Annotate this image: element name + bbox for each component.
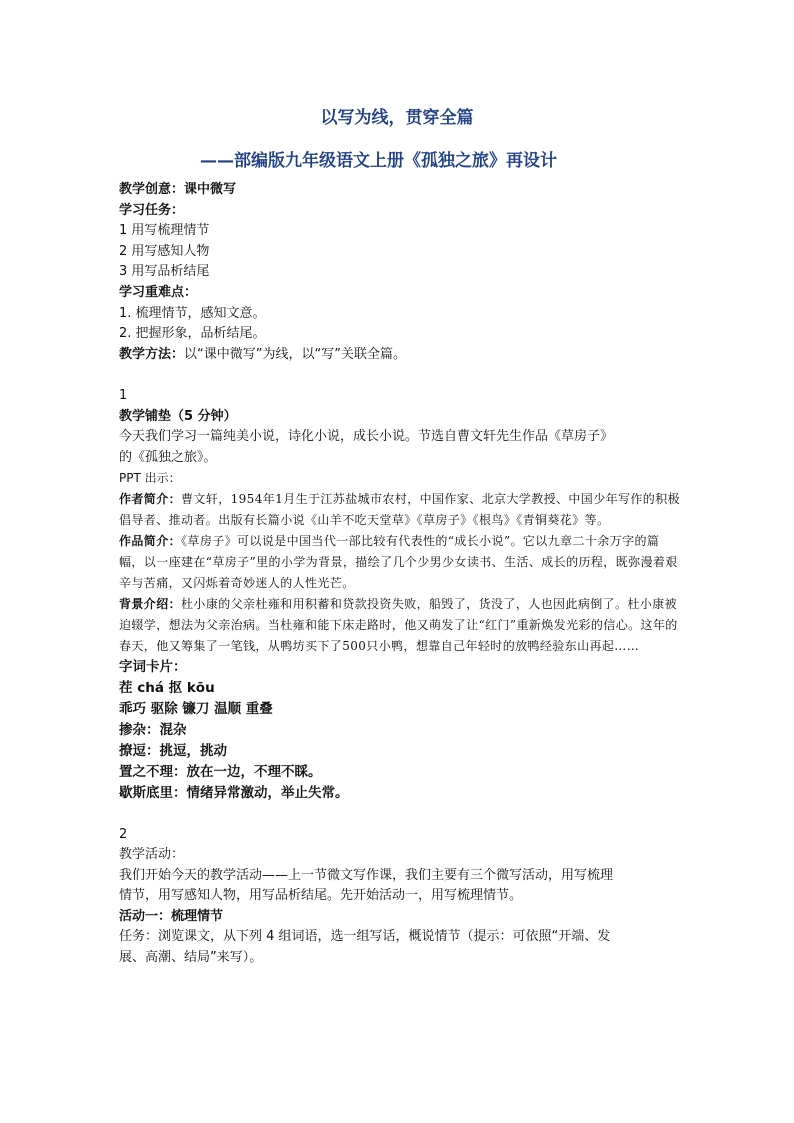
spacer <box>119 365 681 386</box>
task-item: 1 用写梳理情节 <box>119 223 210 239</box>
activity-heading: 教学活动： <box>119 847 185 863</box>
tasks-heading: 学习任务： <box>119 202 185 218</box>
task-item: 3 用写品析结尾 <box>119 264 210 280</box>
background-text: 杜小康的父亲杜雍和用积蓄和贷款投资失败，船毁了，货没了，人也因此病倒了。杜小康被迫辍学，想法为父亲治病。当杜雍和能下床走路时，他又萌发了让“红门”重新焕发光彩的信心。这年的春天，他又筹集了一笔钱，从鸭坊买下了500只小鸭，想靠自己年轻时的放鸭经验东山再起…… <box>119 596 678 653</box>
vocab-card: 茬 chá 抠 kōu <box>119 679 215 696</box>
task-text: 任务：浏览课文，从下列 4 组词语，选一组写话，概说情节（提示：可依照“开端、发 <box>119 929 611 945</box>
background-intro <box>119 594 681 657</box>
vocab-card: 撩逗：挑逗，挑动 <box>119 742 227 759</box>
document-title: 以写为线，贯穿全篇 <box>320 108 474 128</box>
document-body <box>119 180 681 969</box>
author-label: 作者简介： <box>119 491 182 506</box>
cards-heading: 字词卡片： <box>119 658 187 675</box>
vocab-card: 乖巧 驱除 镰刀 温顺 重叠 <box>119 700 273 717</box>
section-heading: 教学铺垫（5 分钟） <box>119 408 237 424</box>
task-text: 展、高潮、结局”来写）。 <box>119 950 263 966</box>
intro-line: 今天我们学习一篇纯美小说，诗化小说，成长小说。节选自曹文轩先生作品《草房子》 <box>119 429 614 445</box>
section-number: 2 <box>119 826 128 842</box>
activity-text: 情节，用写感知人物，用写品析结尾。先开始活动一，用写梳理情节。 <box>119 888 523 904</box>
method-text: 以“课中微写”为线，以“写”关联全篇。 <box>184 346 406 362</box>
ppt-label: PPT 出示： <box>119 471 181 486</box>
activity1-heading: 活动一：梳理情节 <box>119 908 224 924</box>
background-label: 背景介绍： <box>119 596 182 611</box>
author-intro <box>119 489 681 531</box>
vocab-card: 掺杂：混杂 <box>119 721 187 738</box>
spacer <box>119 804 681 825</box>
section-number: 1 <box>119 387 128 403</box>
work-intro <box>119 531 681 594</box>
intro-line: 的《孤独之旅》。 <box>119 449 217 465</box>
keypoint-item: 1. 梳理情节，感知文意。 <box>119 305 266 321</box>
keypoints-heading: 学习重难点： <box>119 284 198 300</box>
task-item: 2 用写感知人物 <box>119 243 210 259</box>
activity-text: 我们开始今天的教学活动——上一节微文写作课，我们主要有三个微写活动，用写梳理 <box>119 867 614 883</box>
vocab-card: 置之不理：放在一边，不理不睬。 <box>119 763 322 780</box>
author-text: 曹文轩，1954年1月生于江苏盐城市农村，中国作家、北京大学教授、中国少年写作的积极倡导者、推动者。出版有长篇小说《山羊不吃天堂草》《草房子》《根鸟》《青铜葵花》等。 <box>119 491 680 527</box>
document-subtitle: ——部编版九年级语文上册《孤独之旅》再设计 <box>200 151 557 171</box>
work-label: 作品简介： <box>119 533 182 548</box>
vocab-card: 歇斯底里：情绪异常激动，举止失常。 <box>119 784 349 801</box>
keypoint-item: 2. 把握形象，品析结尾。 <box>119 326 266 342</box>
method-label: 教学方法： <box>119 346 185 362</box>
work-text: 《草房子》可以说是中国当代一部比较有代表性的“成长小说”。它以九章二十余万字的篇幅，以一座建在“草房子”里的小学为背景，描绘了几个少男少女读书、生活、成长的历程，既弥漫着艰辛与苦痛，又闪烁着奇妙迷人的人性光芒。 <box>119 533 678 590</box>
creative-line: 教学创意：课中微写 <box>119 182 237 197</box>
method-line <box>119 345 681 366</box>
